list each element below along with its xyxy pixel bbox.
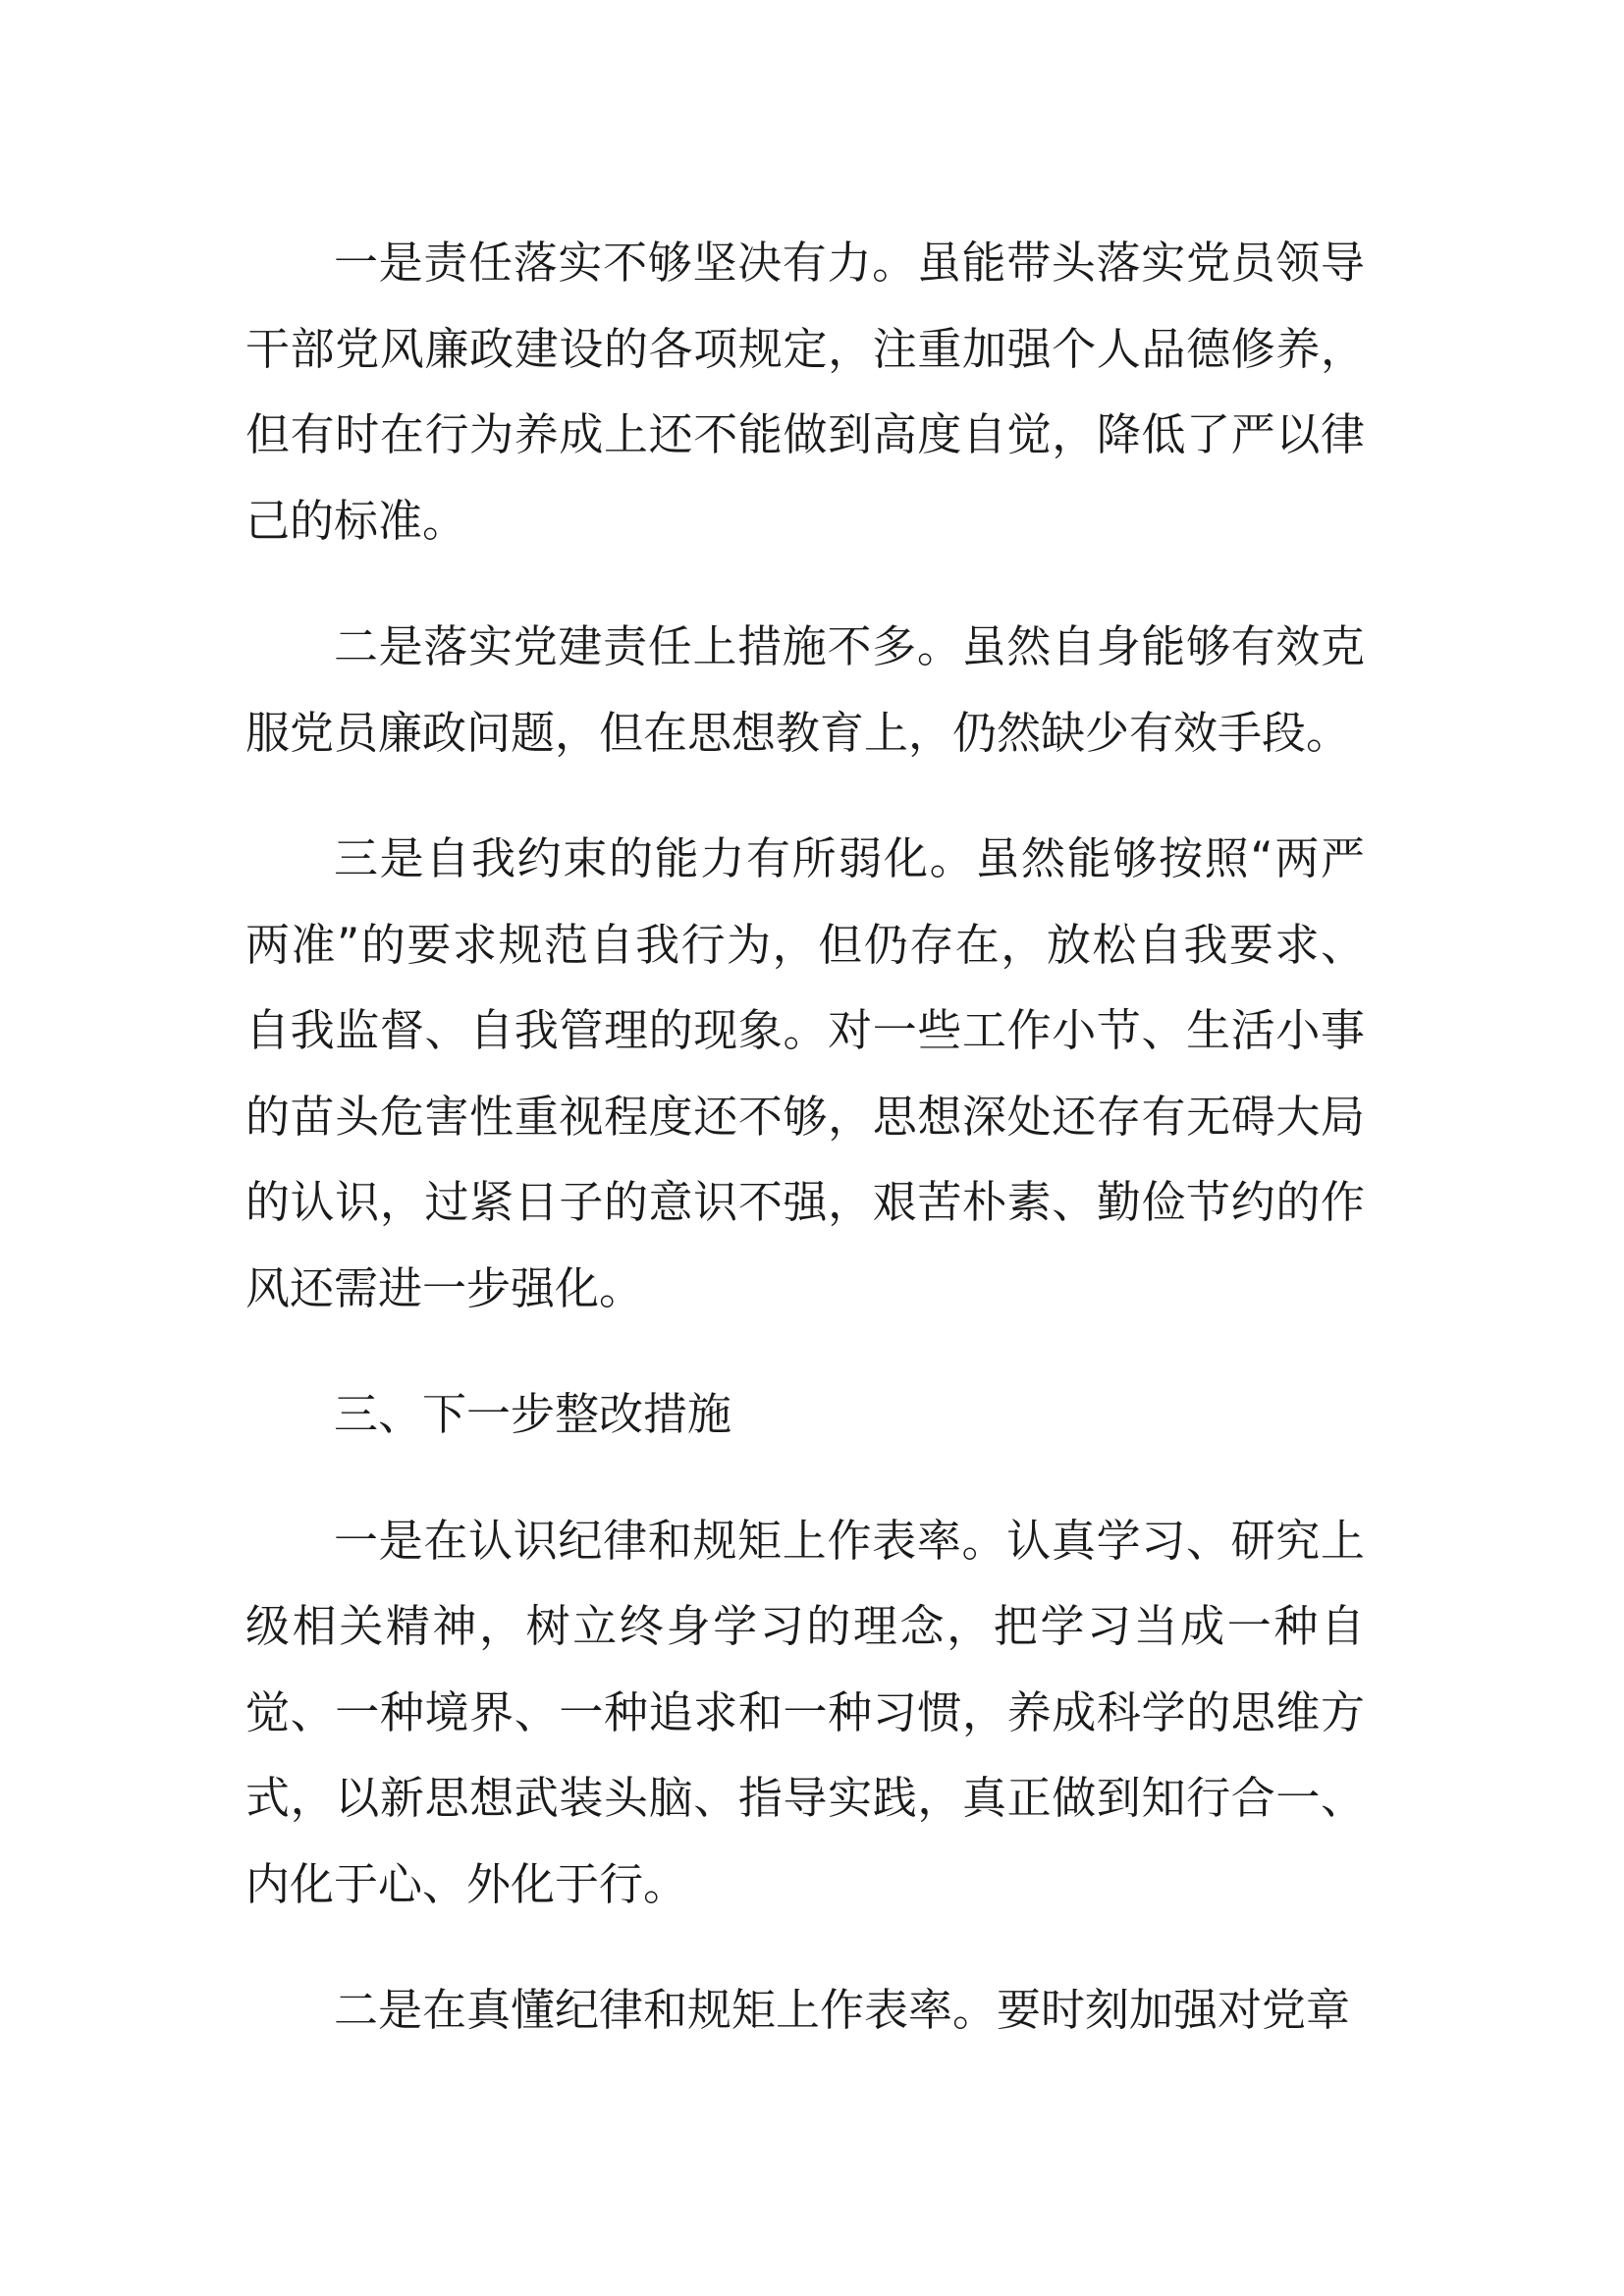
paragraph-truly-understand-discipline: 二是在真懂纪律和规矩上作表率。要时刻加强对党章 bbox=[334, 1984, 1351, 2036]
paragraph-party-building: 二是落实党建责任上措施不多。虽然自身能够有效克服党员廉政问题，但在思想教育上，仍然缺少有效手段。 bbox=[245, 620, 1365, 759]
document-body bbox=[245, 220, 1365, 2054]
paragraph-responsibility: 一是责任落实不够坚决有力。虽能带头落实党员领导干部党风廉政建设的各项规定，注重加强个人品德修养，但有时在行为养成上还不能做到高度自觉，降低了严以律己的标准。 bbox=[245, 237, 1365, 547]
paragraph-understand-discipline: 一是在认识纪律和规矩上作表率。认真学习、研究上级相关精神，树立终身学习的理念，把学习当成一种自觉、一种境界、一种追求和一种习惯，养成科学的思维方式，以新思想武装头脑、指导实践，真正做到知行合一、内化于心、外化于行。 bbox=[245, 1514, 1365, 1910]
paragraph-self-discipline: 三是自我约束的能力有所弱化。虽然能够按照“两严两准”的要求规范自我行为，但仍存在，放松自我要求、自我监督、自我管理的现象。对一些工作小节、生活小事的苗头危害性重视程度还不够，思想深处还存有无碍大局的认识，过紧日子的意识不强，艰苦朴素、勤俭节约的作风还需进一步强化。 bbox=[245, 832, 1365, 1314]
section-heading-next-steps: 三、下一步整改措施 bbox=[334, 1388, 732, 1440]
